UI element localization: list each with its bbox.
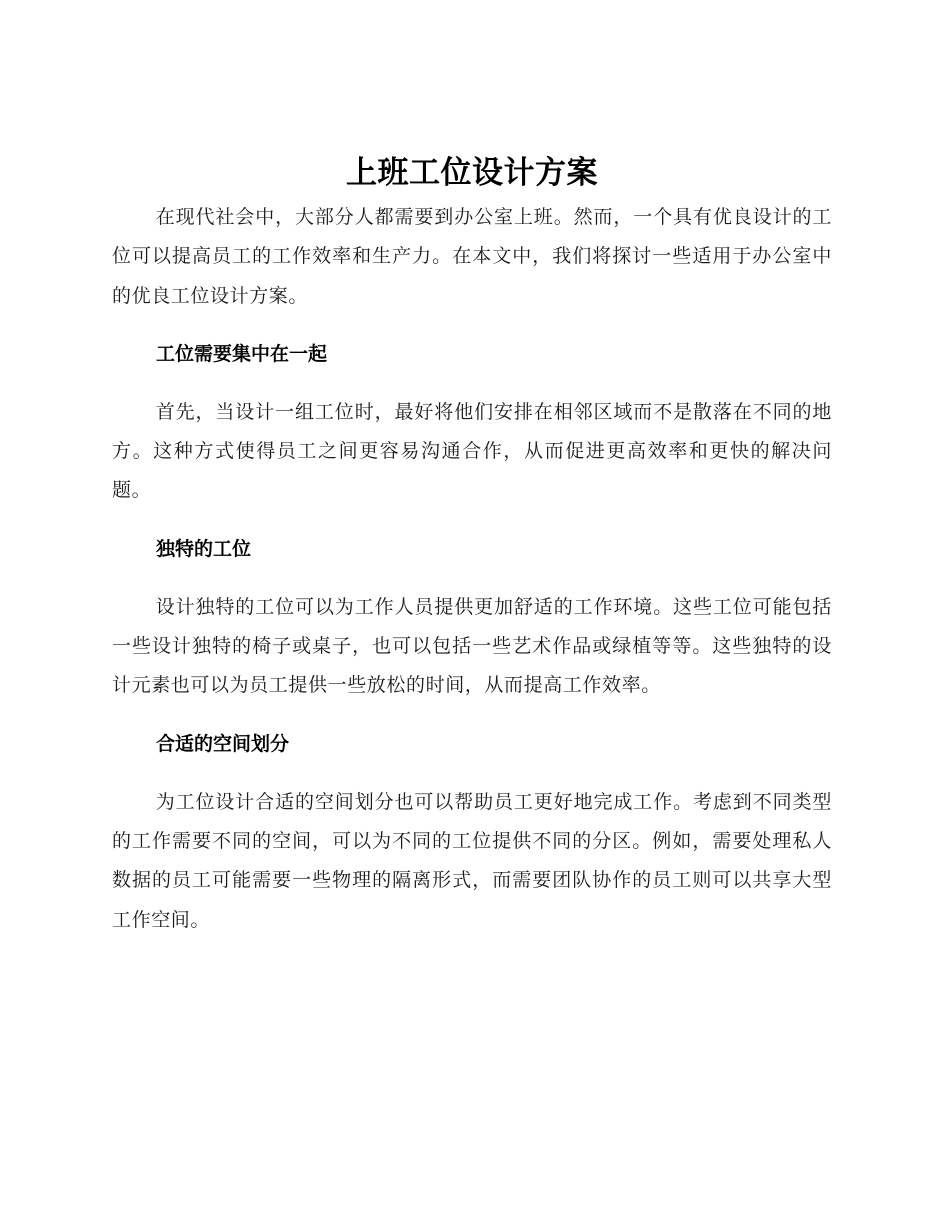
section-heading-space-division: 合适的空间划分 <box>156 732 290 755</box>
document-title: 上班工位设计方案 <box>346 155 598 191</box>
section-body-unique-workstations: 设计独特的工位可以为工作人员提供更加舒适的工作环境。这些工位可能包括一些设计独特的椅子或桌子，也可以包括一些艺术作品或绿植等等。这些独特的设计元素也可以为员工提供一些放松的时间，从而提高工作效率。 <box>112 595 832 697</box>
section-body-clustered-workstations: 首先，当设计一组工位时，最好将他们安排在相邻区域而不是散落在不同的地方。这种方式使得员工之间更容易沟通合作，从而促进更高效率和更快的解决问题。 <box>112 400 832 502</box>
intro-paragraph: 在现代社会中，大部分人都需要到办公室上班。然而，一个具有优良设计的工位可以提高员工的工作效率和生产力。在本文中，我们将探讨一些适用于办公室中的优良工位设计方案。 <box>112 206 832 307</box>
document-body <box>112 150 832 959</box>
section-heading-clustered-workstations: 工位需要集中在一起 <box>156 342 328 365</box>
section-body-space-division: 为工位设计合适的空间划分也可以帮助员工更好地完成工作。考虑到不同类型的工作需要不同的空间，可以为不同的工位提供不同的分区。例如，需要处理私人数据的员工可能需要一些物理的隔离形式，而需要团队协作的员工则可以共享大型工作空间。 <box>112 790 832 931</box>
section-heading-unique-workstations: 独特的工位 <box>156 537 252 560</box>
